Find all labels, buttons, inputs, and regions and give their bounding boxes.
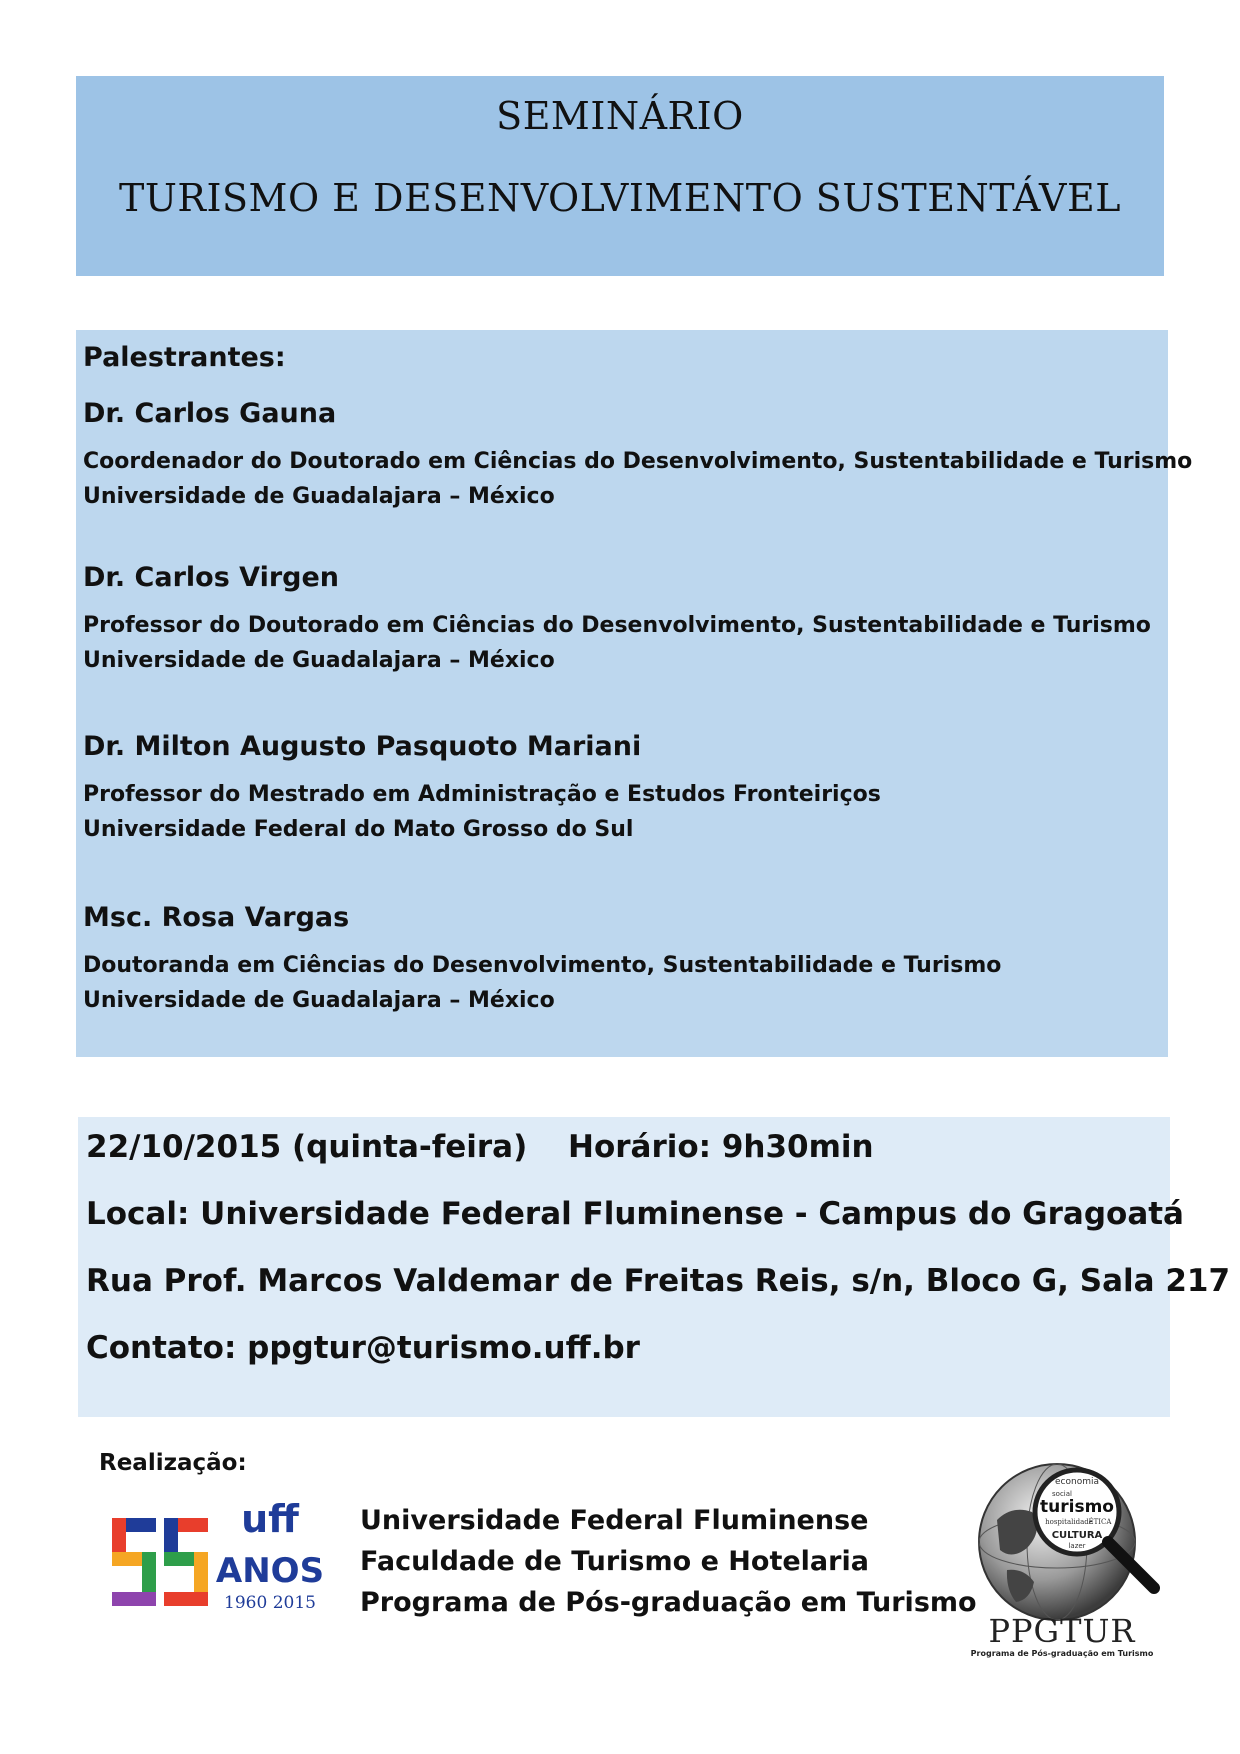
uff-brand-text: uff	[241, 1500, 299, 1541]
logo-digit-five	[164, 1518, 208, 1606]
word-turismo: turismo	[1040, 1497, 1114, 1517]
speaker-item	[83, 902, 1148, 1013]
seminar-label: SEMINÁRIO	[496, 94, 744, 138]
word-etica: ÉTICA	[1088, 1518, 1112, 1526]
realizacao-label: Realização:	[99, 1450, 247, 1476]
event-time: Horário: 9h30min	[568, 1129, 874, 1165]
speaker-name: Dr. Milton Augusto Pasquoto Mariani	[83, 731, 642, 762]
word-lazer: lazer	[1068, 1542, 1086, 1550]
speaker-item	[83, 731, 1148, 842]
speaker-institution: Universidade de Guadalajara – México	[83, 648, 555, 673]
uff-55-anos-logo	[110, 1500, 330, 1630]
logo-digit-five	[112, 1518, 156, 1606]
speaker-role: Professor do Mestrado em Administração e Estudos Fronteiriços	[83, 782, 881, 807]
speaker-name: Msc. Rosa Vargas	[83, 902, 350, 933]
ppgtur-brand-text: PPGTUR	[988, 1612, 1136, 1650]
ppgtur-logo	[952, 1450, 1172, 1660]
seminar-title: TURISMO E DESENVOLVIMENTO SUSTENTÁVEL	[119, 176, 1121, 220]
speaker-role: Professor do Doutorado em Ciências do Desenvolvimento, Sustentabilidade e Turismo	[83, 613, 1151, 638]
organizer-line: Universidade Federal Fluminense	[360, 1505, 869, 1536]
speaker-role: Doutoranda em Ciências do Desenvolvimento, Sustentabilidade e Turismo	[83, 953, 1002, 978]
word-hospitalidade: hospitalidade	[1045, 1518, 1093, 1526]
speaker-name: Dr. Carlos Virgen	[83, 562, 340, 593]
anniversary-number: 55	[110, 1500, 112, 1501]
event-location: Local: Universidade Federal Fluminense - Campus do Gragoatá	[86, 1196, 1184, 1232]
speaker-role: Coordenador do Doutorado em Ciências do Desenvolvimento, Sustentabilidade e Turismo	[83, 449, 1193, 474]
event-address: Rua Prof. Marcos Valdemar de Freitas Reis, s/n, Bloco G, Sala 217	[86, 1263, 1231, 1299]
event-contact: Contato: ppgtur@turismo.uff.br	[86, 1330, 640, 1366]
event-date: 22/10/2015 (quinta-feira)	[86, 1129, 528, 1165]
speakers-heading: Palestrantes:	[83, 342, 286, 373]
speaker-institution: Universidade de Guadalajara – México	[83, 484, 555, 509]
speaker-item	[83, 562, 1151, 673]
event-details	[78, 1117, 1231, 1417]
anos-text: ANOS	[215, 1551, 325, 1591]
speakers-section	[76, 330, 1193, 1057]
ppgtur-tagline: Programa de Pós-graduação em Turismo	[970, 1649, 1154, 1658]
word-social: social	[1052, 1490, 1072, 1498]
speaker-institution: Universidade Federal do Mato Grosso do Sul	[83, 817, 634, 842]
speaker-name: Dr. Carlos Gauna	[83, 398, 337, 429]
speaker-item	[83, 398, 1193, 509]
word-cultura: CULTURA	[1051, 1530, 1103, 1541]
organizer-line: Faculdade de Turismo e Hotelaria	[360, 1546, 869, 1577]
years-text: 1960 2015	[224, 1593, 316, 1613]
title-banner	[76, 76, 1164, 276]
speaker-institution: Universidade de Guadalajara – México	[83, 988, 555, 1013]
word-economia: economia	[1055, 1477, 1099, 1487]
organizers-list	[360, 1500, 977, 1623]
organizer-line: Programa de Pós-graduação em Turismo	[360, 1587, 977, 1618]
